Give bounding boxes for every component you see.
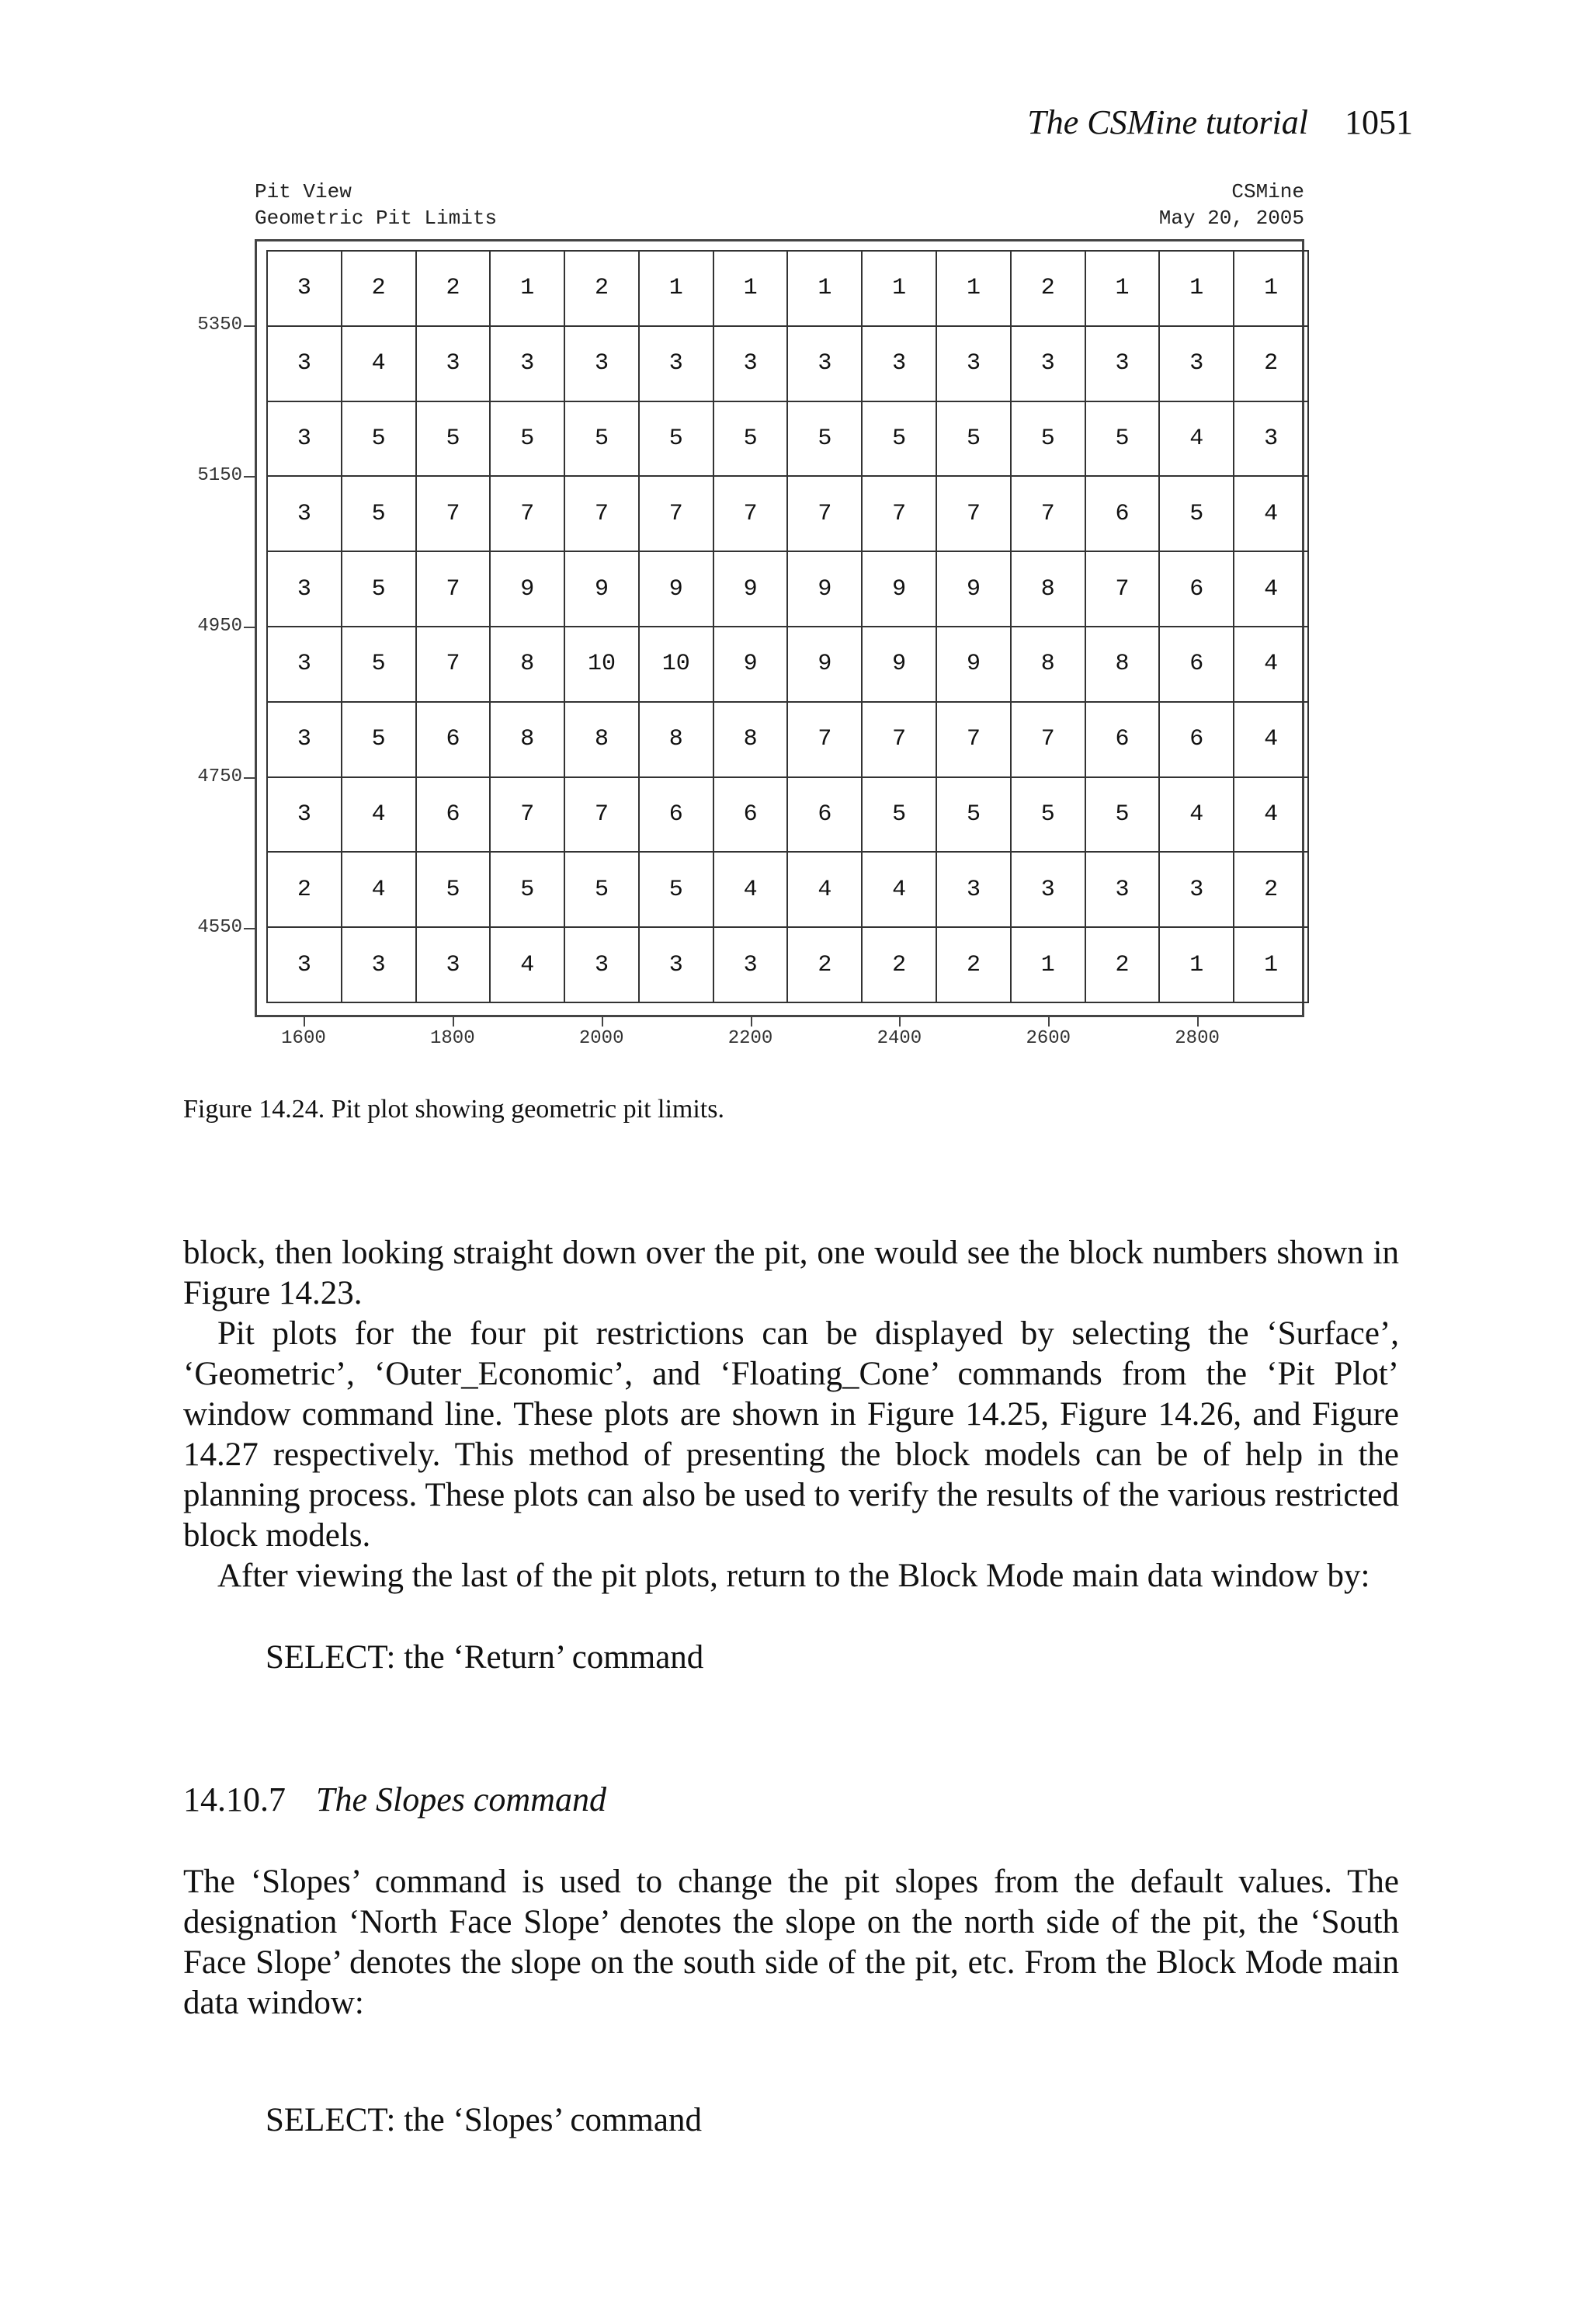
grid-cell: 2 [565, 252, 640, 327]
x-axis-label: 1600 [281, 1028, 326, 1049]
select-slopes-instruction: SELECT: the ‘Slopes’ command [266, 2102, 702, 2138]
grid-cell: 1 [937, 252, 1012, 327]
grid-cell: 3 [937, 853, 1012, 928]
grid-cell: 4 [1234, 477, 1309, 552]
grid-cell: 5 [342, 552, 417, 627]
grid-cell: 9 [788, 627, 863, 703]
grid-cell: 3 [863, 327, 937, 402]
x-axis-label: 2000 [578, 1028, 624, 1049]
paragraph-1: block, then looking straight down over the pit, one would see the block numbers shown in Figure 14.23. [183, 1235, 1399, 1311]
x-axis-label: 2200 [727, 1028, 773, 1049]
grid-cell: 6 [640, 778, 714, 853]
x-axis-tick [751, 1017, 752, 1027]
grid-cell: 7 [788, 477, 863, 552]
grid-cell: 9 [863, 552, 937, 627]
grid-cell: 5 [565, 402, 640, 478]
grid-cell: 2 [1012, 252, 1086, 327]
grid-cell: 2 [1234, 327, 1309, 402]
grid-cell: 5 [1160, 477, 1234, 552]
grid-cell: 4 [1234, 627, 1309, 703]
y-axis-tick [244, 325, 255, 327]
grid-cell: 3 [268, 402, 342, 478]
grid-cell: 3 [268, 327, 342, 402]
page-number: 1051 [1345, 103, 1413, 141]
grid-cell: 5 [342, 627, 417, 703]
grid-cell: 8 [714, 703, 789, 778]
grid-cell: 7 [565, 477, 640, 552]
grid-cell: 4 [1160, 778, 1234, 853]
grid-cell: 3 [714, 928, 789, 1003]
grid-cell: 1 [1012, 928, 1086, 1003]
grid-cell: 9 [491, 552, 565, 627]
grid-cell: 7 [1086, 552, 1161, 627]
grid-cell: 3 [268, 778, 342, 853]
grid-cell: 9 [937, 627, 1012, 703]
grid-cell: 5 [342, 703, 417, 778]
y-axis-label: 5150 [197, 465, 242, 486]
grid-cell: 4 [1234, 778, 1309, 853]
grid-cell: 10 [565, 627, 640, 703]
grid-cell: 7 [714, 477, 789, 552]
grid-cell: 7 [491, 477, 565, 552]
grid-cell: 2 [417, 252, 491, 327]
grid-cell: 7 [1012, 477, 1086, 552]
x-axis-tick [1197, 1017, 1199, 1027]
grid-cell: 5 [1012, 778, 1086, 853]
grid-cell: 2 [863, 928, 937, 1003]
grid-cell: 5 [491, 853, 565, 928]
grid-cell: 5 [417, 853, 491, 928]
grid-cell: 3 [268, 703, 342, 778]
y-axis-label: 4750 [197, 766, 242, 787]
paragraph-3: After viewing the last of the pit plots, return to the Block Mode main data window by: [217, 1558, 1370, 1594]
grid-cell: 9 [788, 552, 863, 627]
grid-cell: 3 [1012, 853, 1086, 928]
grid-cell: 4 [863, 853, 937, 928]
grid-cell: 5 [1086, 402, 1161, 478]
grid-cell: 7 [640, 477, 714, 552]
grid-cell: 6 [1160, 627, 1234, 703]
grid-cell: 3 [1012, 327, 1086, 402]
grid-cell: 4 [1234, 552, 1309, 627]
grid-cell: 7 [937, 477, 1012, 552]
grid-cell: 5 [1086, 778, 1161, 853]
grid-cell: 4 [342, 327, 417, 402]
grid-cell: 1 [1160, 928, 1234, 1003]
grid-cell: 1 [714, 252, 789, 327]
running-head [1027, 102, 1413, 142]
x-axis-label: 2600 [1026, 1028, 1071, 1049]
grid-cell: 4 [788, 853, 863, 928]
grid-cell: 8 [640, 703, 714, 778]
pit-plot-figure [177, 180, 1326, 1065]
grid-cell: 5 [863, 778, 937, 853]
grid-cell: 6 [417, 778, 491, 853]
x-axis-tick [899, 1017, 901, 1027]
grid-cell: 1 [1160, 252, 1234, 327]
grid-cell: 1 [1234, 928, 1309, 1003]
grid-cell: 3 [1086, 853, 1161, 928]
select-return-instruction: SELECT: the ‘Return’ command [266, 1639, 704, 1676]
grid-cell: 5 [714, 402, 789, 478]
grid-cell: 6 [417, 703, 491, 778]
grid-cell: 5 [640, 853, 714, 928]
grid-cell: 2 [1234, 853, 1309, 928]
grid-cell: 2 [937, 928, 1012, 1003]
grid-cell: 9 [565, 552, 640, 627]
y-axis-tick [244, 476, 255, 478]
grid-cell: 3 [268, 477, 342, 552]
grid-cell: 5 [937, 402, 1012, 478]
paragraph-2: Pit plots for the four pit restrictions can be displayed by selecting the ‘Surface’, ‘Geometric’, ‘Outer_Economic’, and ‘Floating_Cone’ commands from the ‘Pit Plot’ window command line. These plots are shown in Figure 14.25, Figure 14.26, and Figure 14.27 respectively. This method of presenting the block models can be of help in the planning process. These plots can also be used to verify the results of the various restricted block models. [183, 1315, 1399, 1554]
grid-cell: 2 [268, 853, 342, 928]
grid-cell: 8 [1012, 552, 1086, 627]
grid-cell: 4 [1160, 402, 1234, 478]
grid-cell: 3 [342, 928, 417, 1003]
grid-cell: 7 [491, 778, 565, 853]
grid-cell: 3 [268, 928, 342, 1003]
grid-cell: 7 [417, 552, 491, 627]
y-axis-label: 4950 [197, 616, 242, 637]
grid-cell: 10 [640, 627, 714, 703]
grid-cell: 7 [1012, 703, 1086, 778]
grid-cell: 7 [788, 703, 863, 778]
grid-cell: 9 [937, 552, 1012, 627]
grid-cell: 7 [565, 778, 640, 853]
grid-cell: 2 [1086, 928, 1161, 1003]
y-axis-tick [244, 777, 255, 779]
grid-cell: 6 [1160, 703, 1234, 778]
x-axis-tick [453, 1017, 454, 1027]
grid-cell: 3 [937, 327, 1012, 402]
grid-cell: 5 [788, 402, 863, 478]
grid-cell: 6 [788, 778, 863, 853]
pit-grid [266, 250, 1309, 1003]
figure-caption: Figure 14.24. Pit plot showing geometric pit limits. [183, 1095, 724, 1124]
x-axis-tick [1048, 1017, 1050, 1027]
grid-cell: 2 [788, 928, 863, 1003]
grid-cell: 4 [1234, 703, 1309, 778]
section-heading [183, 1780, 606, 1819]
grid-cell: 3 [1160, 853, 1234, 928]
grid-cell: 3 [1086, 327, 1161, 402]
grid-cell: 5 [342, 477, 417, 552]
grid-cell: 4 [342, 853, 417, 928]
grid-cell: 1 [491, 252, 565, 327]
grid-cell: 5 [640, 402, 714, 478]
grid-cell: 1 [1086, 252, 1161, 327]
grid-cell: 3 [268, 552, 342, 627]
grid-cell: 8 [1012, 627, 1086, 703]
x-axis-tick [602, 1017, 603, 1027]
grid-cell: 6 [714, 778, 789, 853]
plot-subtitle: Geometric Pit Limits [255, 207, 498, 230]
grid-cell: 1 [640, 252, 714, 327]
grid-cell: 4 [342, 778, 417, 853]
grid-cell: 3 [640, 928, 714, 1003]
grid-cell: 6 [1160, 552, 1234, 627]
x-axis-label: 2400 [877, 1028, 922, 1049]
plot-app-name: CSMine [1231, 180, 1304, 203]
grid-cell: 7 [863, 703, 937, 778]
y-axis-label: 5350 [197, 314, 242, 335]
grid-cell: 5 [491, 402, 565, 478]
paragraph-4: The ‘Slopes’ command is used to change the pit slopes from the default values. The designation ‘North Face Slope’ denotes the slope on the north side of the pit, the ‘South Face Slope’ denotes the slope on the south side of the pit, etc. From the Block Mode main data window: [183, 1864, 1399, 2021]
grid-cell: 1 [863, 252, 937, 327]
grid-cell: 9 [714, 627, 789, 703]
grid-cell: 1 [788, 252, 863, 327]
grid-cell: 5 [417, 402, 491, 478]
grid-cell: 9 [640, 552, 714, 627]
grid-cell: 8 [565, 703, 640, 778]
grid-cell: 3 [268, 252, 342, 327]
grid-cell: 5 [1012, 402, 1086, 478]
grid-cell: 8 [1086, 627, 1161, 703]
x-axis-tick [304, 1017, 305, 1027]
x-axis-label: 2800 [1175, 1028, 1220, 1049]
grid-cell: 8 [491, 627, 565, 703]
grid-cell: 1 [1234, 252, 1309, 327]
grid-cell: 7 [417, 627, 491, 703]
grid-cell: 9 [714, 552, 789, 627]
grid-cell: 8 [491, 703, 565, 778]
plot-view-label: Pit View [255, 180, 352, 203]
grid-cell: 5 [937, 778, 1012, 853]
grid-cell: 5 [863, 402, 937, 478]
running-head-title: The CSMine tutorial [1027, 103, 1308, 141]
grid-cell: 2 [342, 252, 417, 327]
grid-cell: 3 [565, 327, 640, 402]
grid-cell: 3 [565, 928, 640, 1003]
grid-cell: 3 [1160, 327, 1234, 402]
section-number: 14.10.7 [183, 1780, 286, 1819]
grid-cell: 6 [1086, 703, 1161, 778]
section-title: The Slopes command [316, 1780, 606, 1819]
grid-cell: 3 [640, 327, 714, 402]
x-axis-label: 1800 [430, 1028, 475, 1049]
grid-cell: 7 [937, 703, 1012, 778]
grid-cell: 3 [268, 627, 342, 703]
plot-date: May 20, 2005 [1158, 207, 1304, 230]
grid-cell: 6 [1086, 477, 1161, 552]
grid-cell: 4 [714, 853, 789, 928]
grid-cell: 3 [1234, 402, 1309, 478]
grid-cell: 4 [491, 928, 565, 1003]
grid-cell: 3 [417, 928, 491, 1003]
y-axis-tick [244, 627, 255, 628]
grid-cell: 9 [863, 627, 937, 703]
grid-cell: 7 [417, 477, 491, 552]
y-axis-tick [244, 928, 255, 929]
grid-cell: 5 [565, 853, 640, 928]
grid-cell: 3 [714, 327, 789, 402]
y-axis-label: 4550 [197, 917, 242, 938]
grid-cell: 3 [417, 327, 491, 402]
grid-cell: 3 [788, 327, 863, 402]
grid-cell: 5 [342, 402, 417, 478]
grid-cell: 7 [863, 477, 937, 552]
grid-cell: 3 [491, 327, 565, 402]
